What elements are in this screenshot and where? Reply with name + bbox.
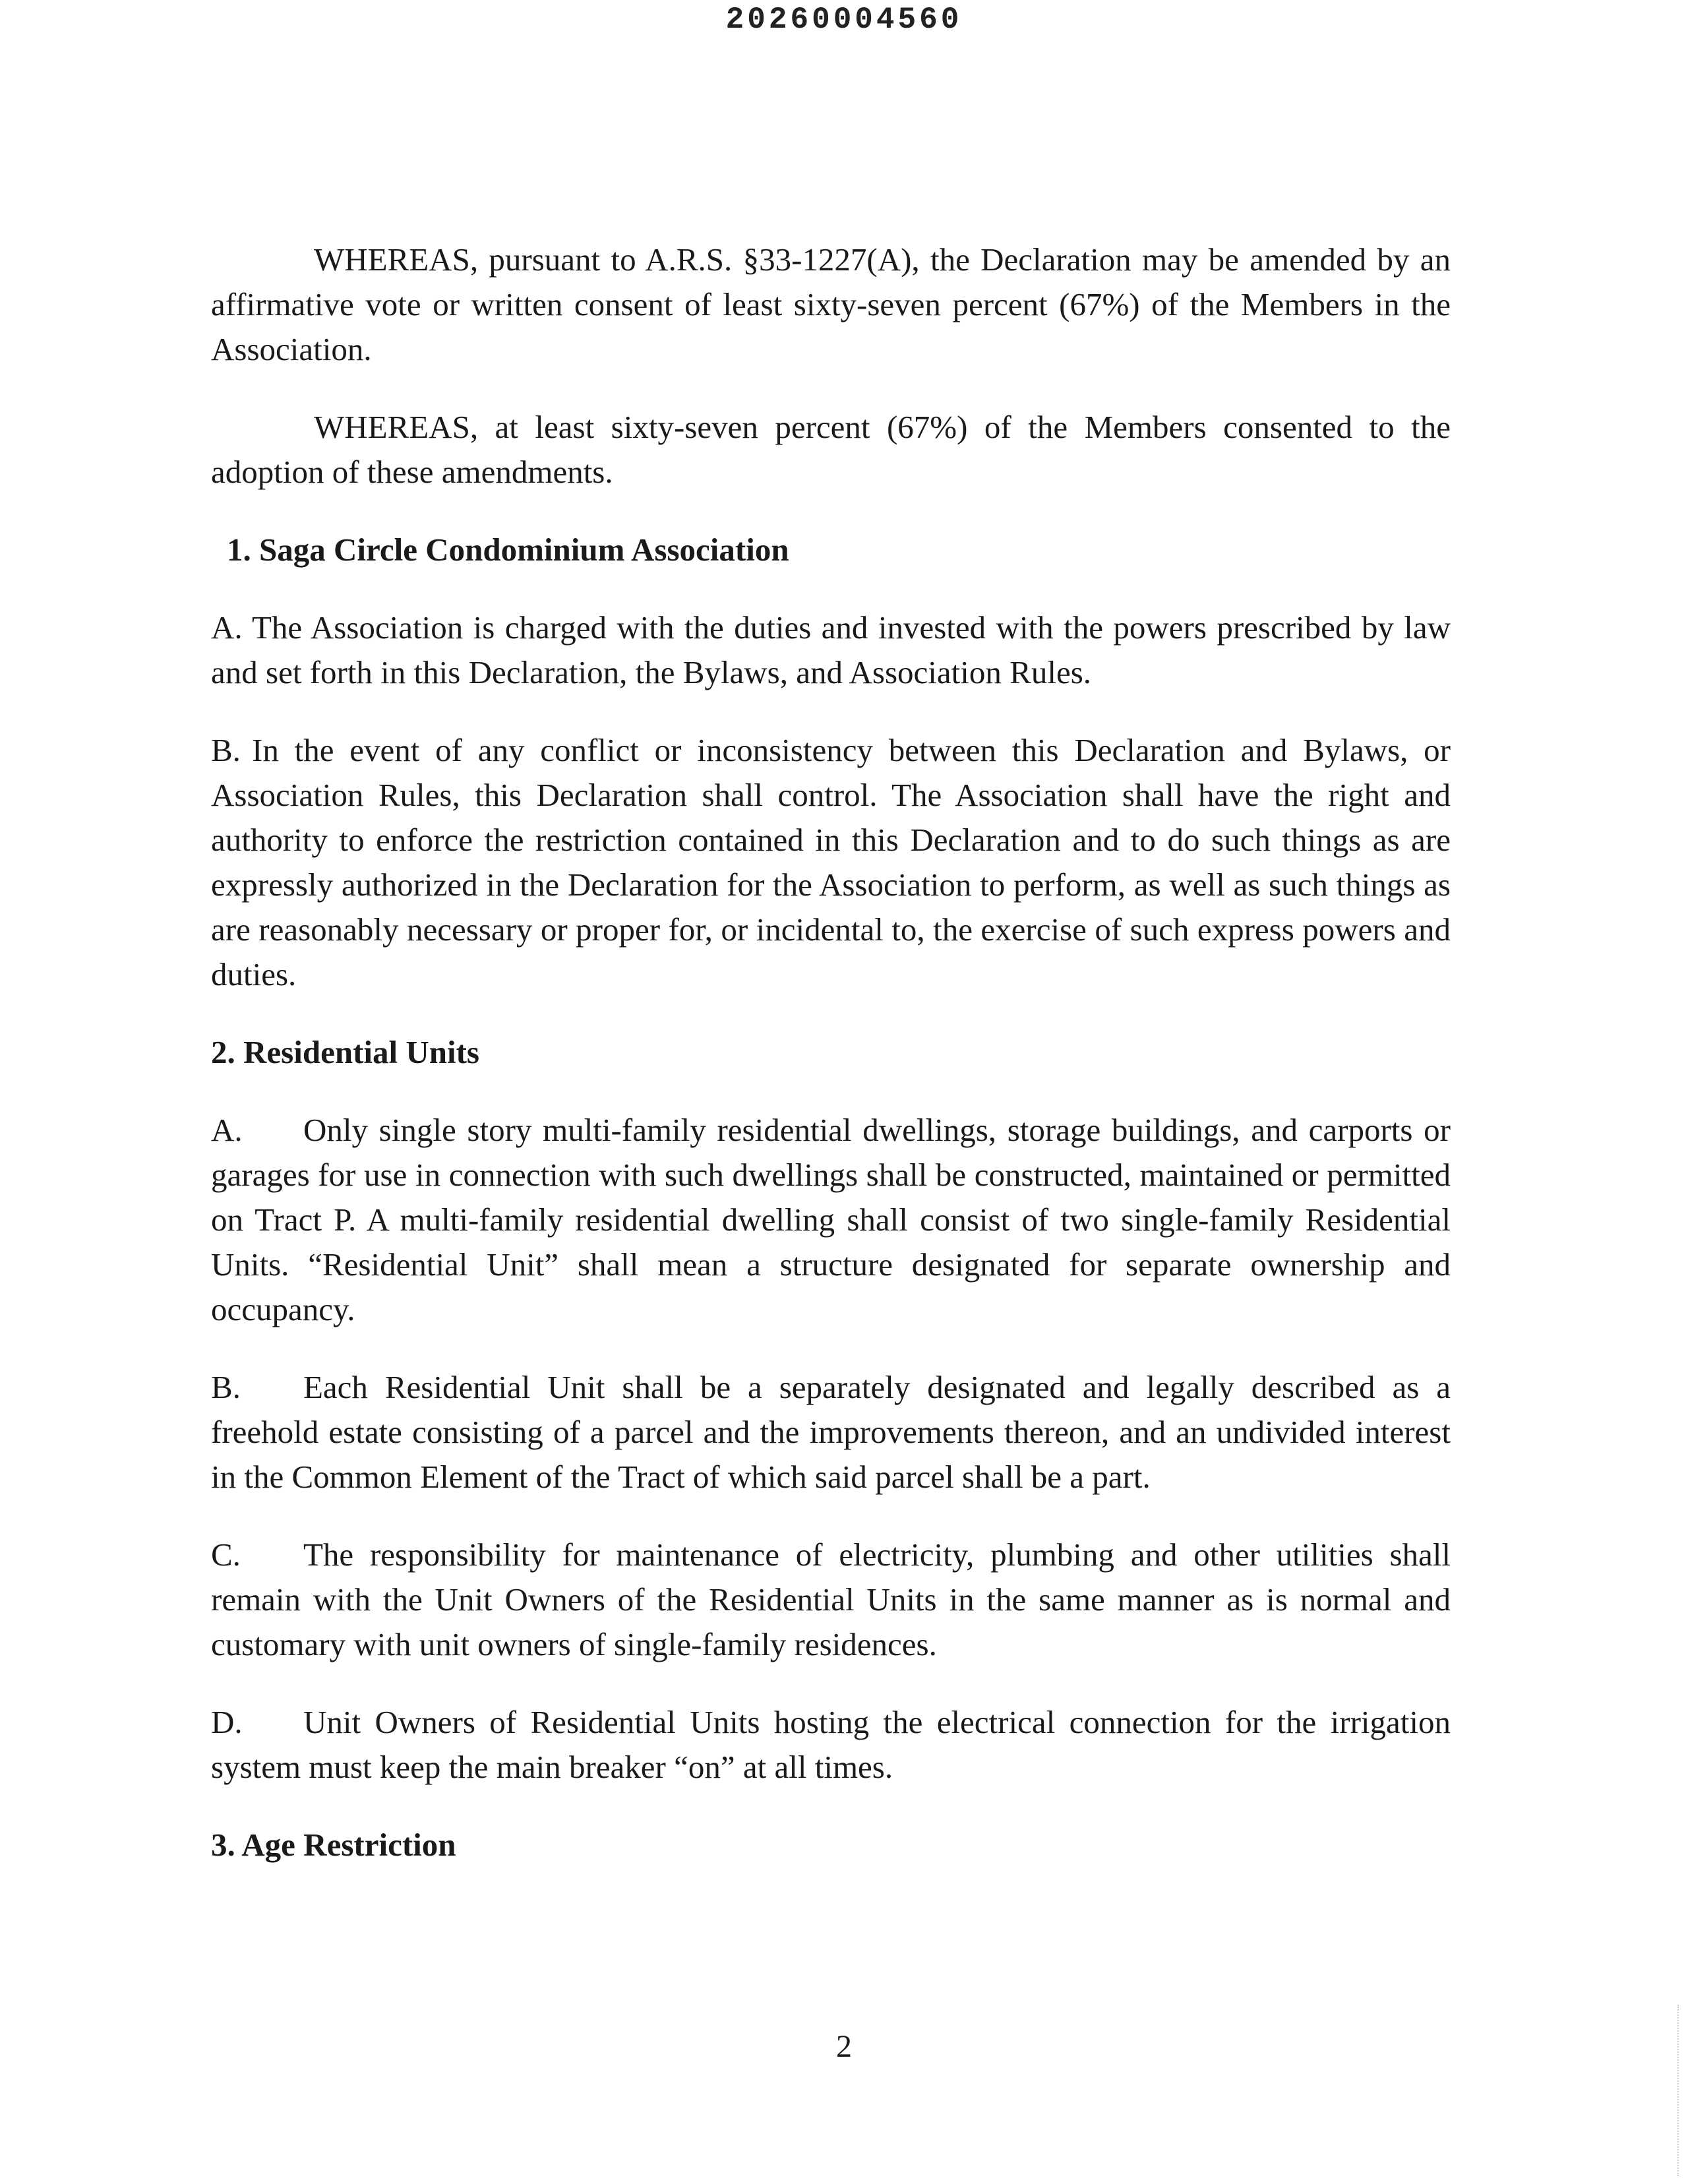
item-text: In the event of any conflict or inconsistency between this Declaration and Bylaws, or Association Rules, this Declaration shall control. The Association shall have the right and authority to enforce the restriction contained in this Declaration and to do such things as are expressly authorized in the Declaration for the Association to perform, as well as such things as are reasonably necessary or proper for, or incidental to, the exercise of such express powers and duties. bbox=[211, 732, 1451, 992]
item-label: B. bbox=[211, 1369, 241, 1405]
item-label: C. bbox=[211, 1536, 241, 1573]
section-1-item-a bbox=[211, 605, 1451, 695]
whereas-paragraph-2: WHEREAS, at least sixty-seven percent (67%) of the Members consented to the adoption of these amendments. bbox=[211, 409, 1451, 490]
item-text: The Association is charged with the duties and invested with the powers prescribed by law and set forth in this Declaration, the Bylaws, and Association Rules. bbox=[211, 609, 1451, 690]
document-body bbox=[211, 237, 1451, 1900]
section-heading-age-restriction: 3. Age Restriction bbox=[211, 1827, 456, 1863]
item-text: Unit Owners of Residential Units hosting the electrical connection for the irrigation system must keep the main breaker “on” at all times. bbox=[211, 1704, 1451, 1785]
item-label: A. bbox=[211, 1112, 243, 1148]
page-number: 2 bbox=[836, 2029, 852, 2064]
section-2-item-b bbox=[211, 1365, 1451, 1500]
section-heading-association: 1. Saga Circle Condominium Association bbox=[227, 531, 789, 568]
item-label: B. bbox=[211, 732, 241, 768]
recording-number: 20260004560 bbox=[725, 3, 963, 37]
item-text: Each Residential Unit shall be a separately designated and legally described as a freehold estate consisting of a parcel and the improvements thereon, and an undivided interest in the Common Element of the Tract of which said parcel shall be a part. bbox=[211, 1369, 1451, 1495]
whereas-paragraph-1: WHEREAS, pursuant to A.R.S. §33-1227(A), the Declaration may be amended by an affirmative vote or written consent of least sixty-seven percent (67%) of the Members in the Association. bbox=[211, 241, 1451, 367]
item-text: Only single story multi-family residential dwellings, storage buildings, and carports or garages for use in connection with such dwellings shall be constructed, maintained or permitted on Tract P. A multi-family residential dwelling shall consist of two single-family Residential Units. “Residential Unit” shall mean a structure designated for separate ownership and occupancy. bbox=[211, 1112, 1451, 1327]
scan-edge-marks bbox=[1677, 2005, 1680, 2176]
section-2-item-a bbox=[211, 1108, 1451, 1332]
section-2-item-c bbox=[211, 1532, 1451, 1667]
item-label: A. bbox=[211, 609, 243, 646]
section-1-item-b bbox=[211, 728, 1451, 997]
section-heading-residential-units: 2. Residential Units bbox=[211, 1034, 480, 1070]
item-text: The responsibility for maintenance of electricity, plumbing and other utilities shall remain with the Unit Owners of the Residential Units in the same manner as is normal and customary with unit owners of single-family residences. bbox=[211, 1536, 1451, 1662]
item-label: D. bbox=[211, 1704, 243, 1740]
section-2-item-d bbox=[211, 1700, 1451, 1790]
